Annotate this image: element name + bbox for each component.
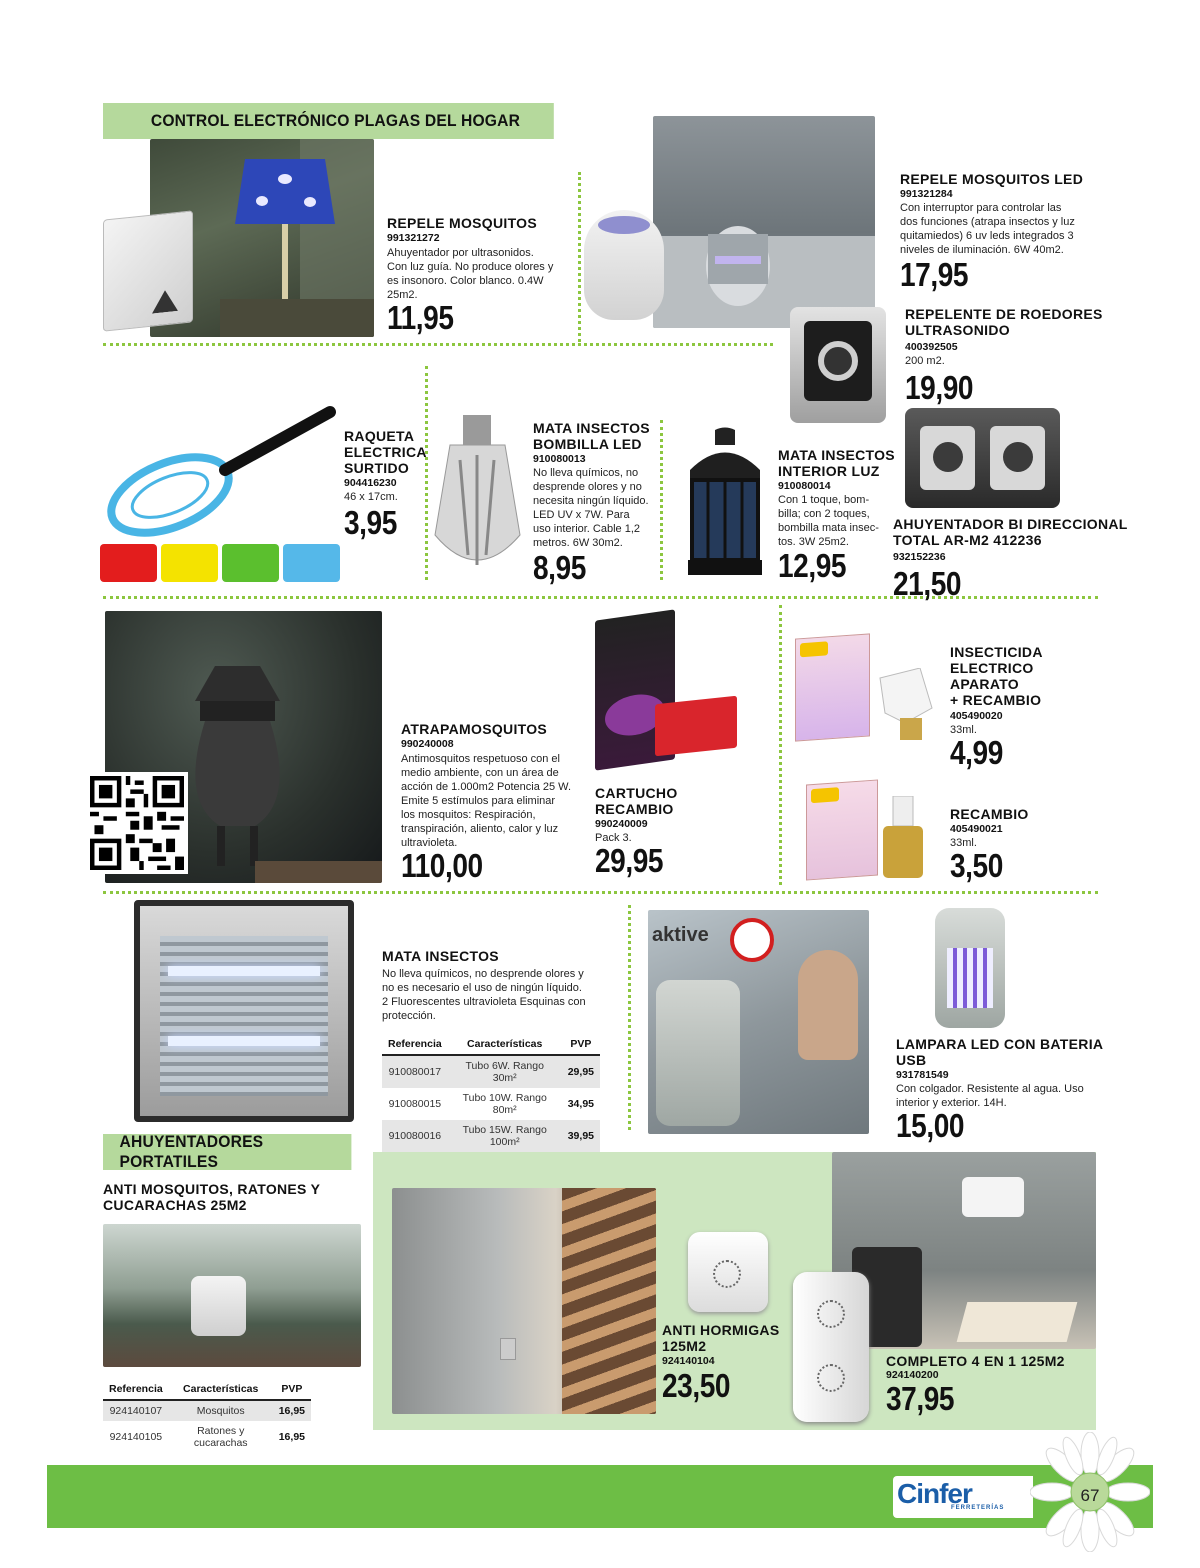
table-cell-price: 39,95 bbox=[562, 1120, 600, 1152]
color-swatch-green bbox=[222, 544, 279, 582]
product-price: 19,90 bbox=[905, 369, 974, 406]
product-ref: 405490020 bbox=[950, 710, 1003, 722]
product-title: ATRAPAMOSQUITOS bbox=[401, 721, 548, 737]
product-description: 33ml. bbox=[950, 837, 977, 849]
product-ref: 924140200 bbox=[886, 1369, 939, 1381]
product-price: 21,50 bbox=[893, 565, 962, 602]
table-header: PVP bbox=[273, 1379, 311, 1400]
completo-device-image bbox=[793, 1272, 869, 1422]
product-ref: 924140104 bbox=[662, 1355, 715, 1367]
anti-mosquitos-photo bbox=[103, 1224, 361, 1367]
led-repeller-device-image bbox=[584, 210, 664, 320]
table-row bbox=[382, 1120, 600, 1152]
table-cell: Tubo 6W. Rango 30m² bbox=[448, 1055, 562, 1088]
table-row bbox=[103, 1400, 311, 1421]
insecticide-box-image bbox=[795, 633, 870, 741]
lantern-zapper-image bbox=[680, 425, 770, 580]
table-cell: 924140105 bbox=[109, 1431, 163, 1443]
table-row bbox=[382, 1088, 600, 1120]
product-description: Ahuyentador por ultrasonidos. Con luz guía. No produce olores y es insonoro. Color blanco. 0.4W 25m2. bbox=[387, 247, 554, 301]
product-description: 33ml. bbox=[950, 724, 977, 736]
product-price: 8,95 bbox=[533, 549, 586, 586]
product-title: REPELE MOSQUITOS LED bbox=[900, 171, 1084, 187]
product-price: 15,00 bbox=[896, 1107, 965, 1144]
refill-bottle-image bbox=[878, 796, 928, 881]
product-description: No lleva químicos, no desprende olores y no es necesario el uso de ningún líquido. 2 Fluorescentes ultravioleta Esquinas con protección. bbox=[382, 968, 586, 1022]
product-price: 12,95 bbox=[778, 547, 847, 584]
product-ref: 910080014 bbox=[778, 480, 831, 492]
product-price: 3,95 bbox=[344, 504, 397, 541]
product-description: Antimosquitos respetuoso con el medio ambiente, con un área de acción de 1.000m2 Potencia 25 W. Emite 5 estímulos para eliminar los mosquitos: Respiración, transpiración, aliento, calor y luz ultravioleta. bbox=[401, 753, 571, 849]
separator bbox=[628, 905, 631, 1130]
separator bbox=[103, 343, 773, 346]
product-title: CARTUCHO RECAMBIO bbox=[595, 785, 678, 817]
qr-code-image bbox=[90, 776, 184, 870]
product-ref: 991321284 bbox=[900, 188, 953, 200]
product-title: INSECTICIDA ELECTRICO APARATO + RECAMBIO bbox=[950, 644, 1043, 708]
bulb-zapper-image bbox=[430, 415, 525, 580]
product-description: 200 m2. bbox=[905, 355, 945, 367]
product-description: Con colgador. Resistente al agua. Uso interior y exterior. 14H. bbox=[896, 1083, 1084, 1109]
product-description: 46 x 17cm. bbox=[344, 491, 398, 503]
section-header-label: AHUYENTADORES PORTATILES bbox=[119, 1132, 264, 1171]
separator bbox=[779, 605, 782, 885]
separator bbox=[578, 172, 581, 342]
product-title: REPELENTE DE ROEDORES ULTRASONIDO bbox=[905, 306, 1103, 338]
table-cell: Tubo 10W. Rango 80m² bbox=[462, 1092, 547, 1116]
table-header: Referencia bbox=[103, 1379, 169, 1400]
product-ref: 932152236 bbox=[893, 551, 946, 563]
product-price: 11,95 bbox=[387, 299, 454, 336]
product-description: No lleva químicos, no desprende olores y no necesita ningún líquido. LED UV x 7W. Para uso interior. Cable 1,2 metros. 6W 30m2. bbox=[533, 467, 649, 549]
product-price: 17,95 bbox=[900, 256, 969, 293]
table-header: Referencia bbox=[382, 1034, 448, 1055]
brand-subtitle: FERRETERÍAS bbox=[951, 1505, 1005, 1511]
section-header-label: CONTROL ELECTRÓNICO PLAGAS DEL HOGAR bbox=[150, 111, 521, 130]
product-description: Con 1 toque, bom- billa; con 2 toques, bombilla mata insec- tos. 3W 25m2. bbox=[778, 494, 879, 548]
ultrasonic-device-image bbox=[103, 210, 193, 331]
product-price: 4,99 bbox=[950, 734, 1003, 771]
product-ref: 991321272 bbox=[387, 232, 440, 244]
racket-image bbox=[100, 400, 350, 545]
product-description: Pack 3. bbox=[595, 832, 632, 844]
product-description: Con interruptor para controlar las dos funciones (atrapa insectos y luz quitamiedos) 6 uv leds integrados 3 niveles de iluminación. 6W 40m2. bbox=[900, 202, 1075, 256]
plug-diffuser-image bbox=[870, 668, 940, 743]
product-ref: 910080013 bbox=[533, 453, 586, 465]
spec-table bbox=[103, 1379, 311, 1453]
anti-hormigas-photo bbox=[392, 1188, 656, 1414]
brand-logo[interactable] bbox=[893, 1476, 1033, 1518]
product-title: ANTI HORMIGAS 125M2 bbox=[662, 1322, 780, 1354]
table-header: Características bbox=[169, 1379, 273, 1400]
led-scene-image bbox=[653, 116, 875, 328]
spec-table bbox=[382, 1034, 600, 1152]
table-row bbox=[103, 1421, 311, 1453]
electric-zapper-image bbox=[134, 900, 354, 1122]
product-title: AHUYENTADOR BI DIRECCIONAL TOTAL AR-M2 412236 bbox=[893, 516, 1128, 548]
rodent-repeller-image bbox=[790, 307, 886, 423]
table-header: PVP bbox=[562, 1034, 600, 1055]
color-swatch-blue bbox=[283, 544, 340, 582]
product-price: 37,95 bbox=[886, 1380, 955, 1417]
product-ref: 904416230 bbox=[344, 477, 397, 489]
red-cartridge-image bbox=[655, 696, 737, 757]
product-title: MATA INSECTOS bbox=[382, 948, 499, 964]
table-cell: 910080015 bbox=[388, 1098, 442, 1110]
bidirectional-repeller-image bbox=[905, 408, 1060, 508]
product-price: 110,00 bbox=[401, 847, 483, 884]
separator bbox=[103, 891, 1098, 894]
page-number: 67 bbox=[1080, 1486, 1100, 1505]
table-cell-price: 16,95 bbox=[273, 1400, 311, 1421]
product-title: MATA INSECTOS INTERIOR LUZ bbox=[778, 447, 895, 479]
product-ref: 990240008 bbox=[401, 738, 454, 750]
brand-name: Cinfer bbox=[897, 1478, 972, 1509]
product-title: ANTI MOSQUITOS, RATONES Y CUCARACHAS 25M2 bbox=[103, 1181, 321, 1213]
led-lamp-image bbox=[935, 908, 1005, 1028]
product-ref: 400392505 bbox=[905, 341, 958, 353]
table-header: Características bbox=[448, 1034, 562, 1055]
product-title: REPELE MOSQUITOS bbox=[387, 215, 538, 231]
table-cell-price: 29,95 bbox=[562, 1055, 600, 1088]
repele-led-photo bbox=[653, 116, 875, 328]
table-cell: 910080016 bbox=[382, 1120, 448, 1152]
color-swatch-red bbox=[100, 544, 157, 582]
table-cell-price: 34,95 bbox=[567, 1098, 594, 1110]
aktive-brand-text: aktive bbox=[652, 924, 709, 946]
anti-hormigas-device-image bbox=[688, 1232, 768, 1312]
product-price: 3,50 bbox=[950, 847, 1003, 884]
table-cell: Tubo 15W. Rango 100m² bbox=[448, 1120, 562, 1152]
product-title: MATA INSECTOS BOMBILLA LED bbox=[533, 420, 650, 452]
product-title: RECAMBIO bbox=[950, 806, 1029, 822]
completo-photo bbox=[832, 1152, 1096, 1349]
product-ref: 405490021 bbox=[950, 823, 1003, 835]
table-cell: 910080017 bbox=[382, 1055, 448, 1088]
product-title: RAQUETA ELECTRICA SURTIDO bbox=[344, 428, 427, 476]
aktive-lamp-photo bbox=[648, 910, 869, 1134]
table-cell: 924140107 bbox=[103, 1400, 169, 1421]
table-row bbox=[382, 1055, 600, 1088]
product-title: COMPLETO 4 EN 1 125M2 bbox=[886, 1353, 1065, 1369]
separator bbox=[660, 420, 663, 580]
section-header-control bbox=[103, 103, 554, 139]
table-cell: Ratones y cucarachas bbox=[193, 1425, 248, 1449]
color-swatch-yellow bbox=[161, 544, 218, 582]
refill-box-image bbox=[806, 779, 878, 880]
product-price: 29,95 bbox=[595, 842, 664, 879]
product-title: LAMPARA LED CON BATERIA USB bbox=[896, 1036, 1104, 1068]
qr-code[interactable] bbox=[86, 772, 188, 874]
product-ref: 990240009 bbox=[595, 818, 648, 830]
table-cell-price: 16,95 bbox=[278, 1431, 305, 1443]
product-ref: 931781549 bbox=[896, 1069, 949, 1081]
product-price: 23,50 bbox=[662, 1367, 731, 1404]
table-cell: Mosquitos bbox=[169, 1400, 273, 1421]
section-header-portable bbox=[103, 1134, 351, 1170]
